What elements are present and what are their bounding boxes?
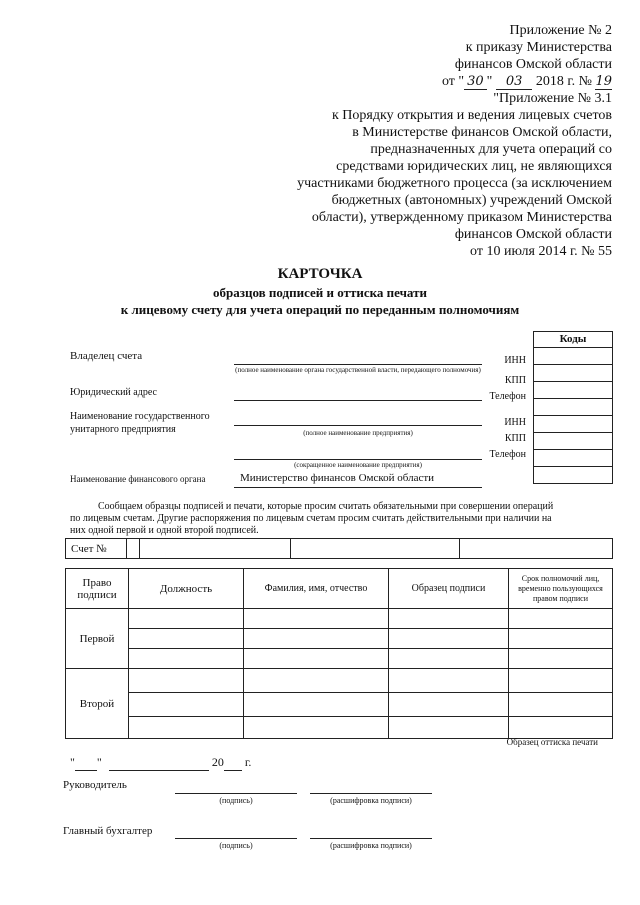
header-date-line: от " 30 " 03 2018 г. № 19 [441, 74, 612, 89]
sig-cell[interactable] [389, 609, 509, 629]
col-sample: Образец подписи [389, 569, 509, 609]
sig-cell[interactable] [509, 649, 613, 669]
sig-cell[interactable] [129, 669, 244, 693]
code-cell[interactable] [533, 467, 613, 484]
document-subtitle: к лицевому счету для учета операций по переданным полномочиям [120, 302, 520, 317]
col-name: Фамилия, имя, отчество [244, 569, 389, 609]
decode-hint: (расшифровка подписи) [330, 841, 412, 850]
document-title: КАРТОЧКА [277, 266, 363, 282]
owner-label: Владелец счета [70, 350, 143, 362]
head-decode-field[interactable] [310, 793, 432, 794]
account-label: Счет № [66, 539, 127, 559]
finorg-value: Министерство финансов Омской области [240, 472, 435, 484]
sig-cell[interactable] [389, 717, 509, 739]
col-position: Должность [129, 569, 244, 609]
sig-cell[interactable] [509, 693, 613, 717]
sig-cell[interactable] [244, 717, 389, 739]
codes-box [533, 331, 613, 484]
date-day: 30 [464, 74, 487, 90]
finorg-field [234, 487, 482, 488]
inn-label: ИНН [504, 417, 526, 428]
head-label: Руководитель [63, 779, 127, 791]
header-line: к Порядку открытия и ведения лицевых счетов [331, 108, 612, 123]
phone-label: Телефон [489, 449, 526, 460]
codes-header: Коды [533, 331, 613, 348]
header-line: Приложение № 2 [509, 23, 612, 38]
sig-cell[interactable] [129, 609, 244, 629]
header-line: финансов Омской области [454, 227, 612, 242]
date-number: 19 [595, 74, 612, 89]
head-sign-field[interactable] [175, 793, 297, 794]
sign-hint: (подпись) [219, 841, 253, 850]
sig-cell[interactable] [129, 717, 244, 739]
header-line: области), утвержденному приказом Министерства [311, 210, 612, 225]
stamp-label: Образец оттиска печати [506, 737, 598, 747]
code-cell[interactable] [533, 399, 613, 416]
account-cell[interactable] [460, 539, 613, 559]
kpp-label: КПП [504, 375, 526, 386]
enterprise-label: Наименование государственного [70, 411, 210, 422]
signature-table [65, 568, 613, 739]
code-cell[interactable] [533, 433, 613, 450]
sig-cell[interactable] [509, 609, 613, 629]
code-cell[interactable] [533, 416, 613, 433]
account-cell[interactable] [127, 539, 140, 559]
notice-paragraph: Сообщаем образцы подписей и печати, которые просим считать обязательными при совершении операций по лицевым счетам. Другие распоряжения по лицевым счетам просим считать действительными при наличии на них одной первой и одной второй подписей. [70, 501, 554, 536]
header-line: бюджетных (автономных) учреждений Омской [331, 193, 612, 208]
code-cell[interactable] [533, 450, 613, 467]
second-sign-label: Второй [66, 669, 129, 739]
code-cell[interactable] [533, 382, 613, 399]
sig-cell[interactable] [129, 693, 244, 717]
first-sign-label: Первой [66, 609, 129, 669]
date-month: 03 [496, 74, 533, 90]
header-line: предназначенных для учета операций со [370, 142, 612, 157]
sig-cell[interactable] [244, 649, 389, 669]
enterprise-short-field[interactable] [234, 459, 482, 460]
phone-label: Телефон [489, 391, 526, 402]
account-table [65, 538, 613, 559]
header-line: "Приложение № 3.1 [493, 91, 612, 106]
finorg-label: Наименование финансового органа [70, 474, 206, 484]
enterprise-full-hint: (полное наименование предприятия) [303, 429, 413, 437]
header-block [297, 22, 612, 260]
header-line: средствами юридических лиц, не являющихся [336, 159, 612, 174]
col-right: Право подписи [66, 569, 129, 609]
inn-label: ИНН [504, 355, 526, 366]
document-subtitle: образцов подписей и оттиска печати [213, 285, 427, 300]
sig-cell[interactable] [509, 629, 613, 649]
header-line: финансов Омской области [454, 57, 612, 72]
sig-cell[interactable] [389, 693, 509, 717]
address-label: Юридический адрес [70, 387, 157, 398]
kpp-label: КПП [504, 433, 526, 444]
decode-hint: (расшифровка подписи) [330, 796, 412, 805]
chief-sign-field[interactable] [175, 838, 297, 839]
account-cell[interactable] [140, 539, 291, 559]
enterprise-short-hint: (сокращенное наименование предприятия) [294, 461, 422, 469]
code-cell[interactable] [533, 365, 613, 382]
sign-year-field[interactable] [224, 755, 242, 771]
sign-date-line: " " 20 г. [70, 755, 252, 769]
sig-cell[interactable] [509, 717, 613, 739]
sign-day-field[interactable] [75, 755, 97, 771]
enterprise-full-field[interactable] [234, 425, 482, 426]
owner-hint: (полное наименование органа государственной власти, передающего полномочия) [235, 366, 481, 374]
sig-cell[interactable] [244, 609, 389, 629]
chief-decode-field[interactable] [310, 838, 432, 839]
header-line: участниками бюджетного процесса (за исключением [297, 176, 612, 191]
sig-cell[interactable] [129, 629, 244, 649]
chief-accountant-label: Главный бухгалтер [63, 825, 153, 837]
sig-cell[interactable] [389, 629, 509, 649]
sign-hint: (подпись) [219, 796, 253, 805]
sig-cell[interactable] [389, 649, 509, 669]
sig-cell[interactable] [244, 669, 389, 693]
owner-field[interactable] [234, 364, 482, 365]
sig-cell[interactable] [244, 629, 389, 649]
enterprise-label: унитарного предприятия [70, 424, 176, 435]
sig-cell[interactable] [509, 669, 613, 693]
code-cell[interactable] [533, 348, 613, 365]
header-line: от 10 июля 2014 г. № 55 [470, 244, 612, 259]
header-line: в Министерстве финансов Омской области, [352, 125, 612, 140]
account-cell[interactable] [291, 539, 460, 559]
sig-cell[interactable] [129, 649, 244, 669]
header-line: к приказу Министерства [465, 40, 612, 55]
sign-month-field[interactable] [109, 755, 209, 771]
sig-cell[interactable] [244, 693, 389, 717]
col-term: Срок полномочий лиц, временно пользующихся правом подписи [509, 569, 613, 609]
sig-cell[interactable] [389, 669, 509, 693]
address-field[interactable] [234, 400, 482, 401]
